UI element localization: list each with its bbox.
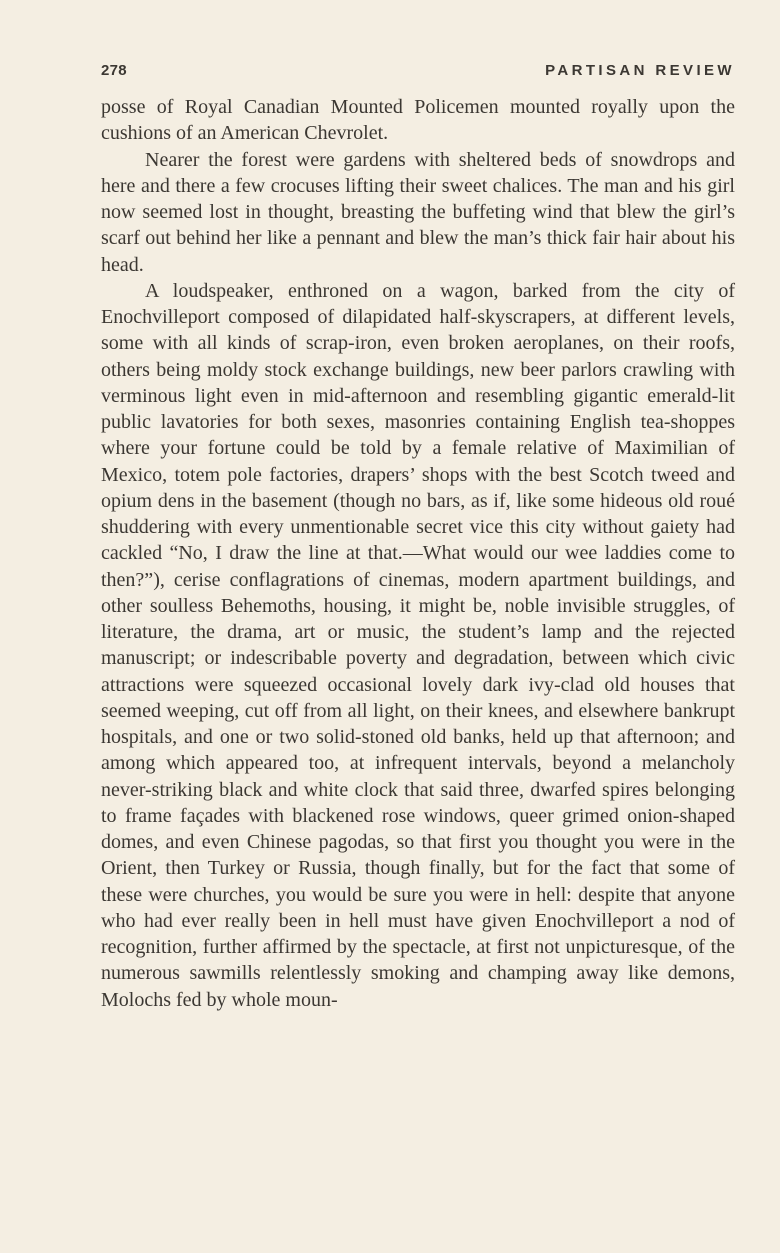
running-head: [101, 62, 735, 84]
journal-title: PARTISAN REVIEW: [545, 62, 735, 79]
paragraph-enochvilleport: A loudspeaker, enthroned on a wagon, barked from the city of Enochvilleport composed of dilapidated half-skyscrapers, at different levels, some with all kinds of scrap-iron, even broken aeroplanes, on their roofs, others being moldy stock exchange buildings, new beer parlors crawling with verminous light even in mid-afternoon and resembling gigantic emerald-lit public lavatories for both sexes, masonries containing English tea-shoppes where your fortune could be told by a female relative of Maximilian of Mexico, totem pole factories, drapers’ shops with the best Scotch tweed and opium dens in the basement (though no bars, as if, like some hideous old roué shuddering with every unmentionable secret vice this city without gaiety had cackled “No, I draw the line at that.—What would our wee laddies come to then?”), cerise conflagrations of cinemas, modern apartment buildings, and other soulless Behemoths, housing, it might be, noble invisible struggles, of literature, the drama, art or music, the student’s lamp and the rejected manuscript; or indescribable poverty and degradation, between which civic attractions were squeezed occasional lovely dark ivy-clad old houses that seemed weeping, cut off from all light, on their knees, and elsewhere bankrupt hospitals, and one or two solid-stoned old banks, held up that afternoon; and among which appeared too, at infrequent intervals, beyond a melancholy never-striking black and white clock that said three, dwarfed spires belonging to frame façades with blackened rose windows, queer grimed onion-shaped domes, and even Chinese pagodas, so that first you thought you were in the Orient, then Turkey or Russia, though finally, but for the fact that some of these were churches, you would be sure you were in hell: despite that anyone who had ever really been in hell must have given Enochvilleport a nod of recognition, further affirmed by the spectacle, at first not unpicturesque, of the numerous sawmills relentlessly smoking and champing away like demons, Molochs fed by whole moun-: [101, 279, 735, 1011]
paragraph-continuation: posse of Royal Canadian Mounted Policemen mounted royally upon the cushions of an American Chevrolet.: [101, 96, 735, 145]
page-number: 278: [101, 62, 127, 79]
body-text: [101, 94, 735, 1013]
paragraph-forest-gardens: Nearer the forest were gardens with sheltered beds of snowdrops and here and there a few crocuses lifting their sweet chalices. The man and his girl now seemed lost in thought, breasting the buffeting wind that blew the girl’s scarf out behind her like a pennant and blew the man’s thick fair hair about his head.: [101, 148, 735, 276]
